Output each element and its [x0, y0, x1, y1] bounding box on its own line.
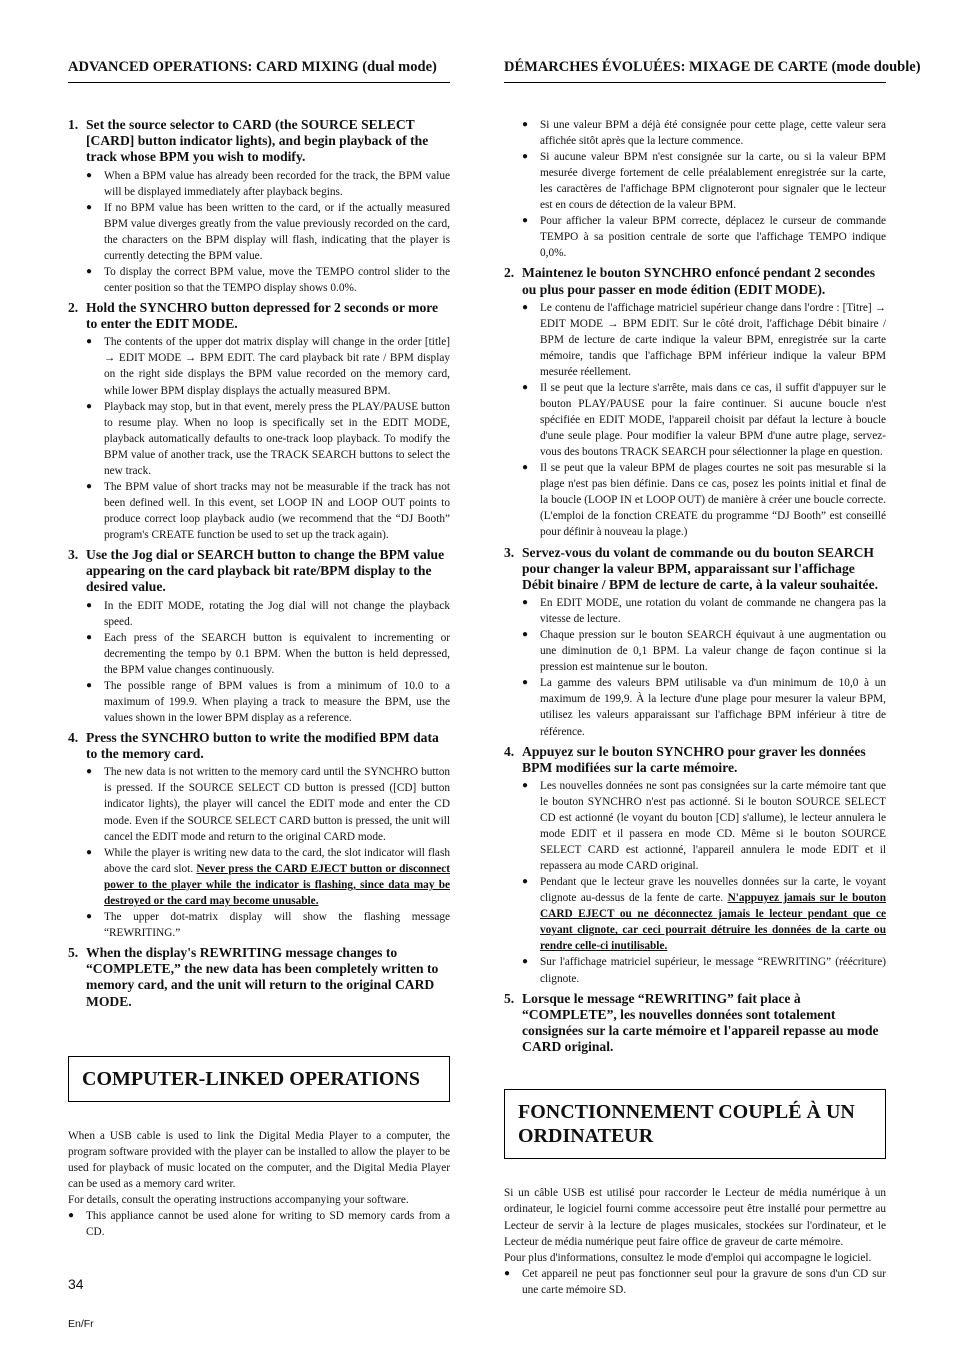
bullet-list: [522, 595, 886, 739]
step-title: Hold the SYNCHRO button depressed for 2 seconds or more to enter the EDIT MODE.: [86, 299, 439, 332]
step-number: 5.: [504, 990, 515, 1006]
bullet-item: ● La gamme des valeurs BPM utilisable va d'un minimum de 10,0 à un maximum de 199,9. À la lecture d'une plage pour mesurer la valeur BPM, utilisez les valeurs apparaissant sur l'affichage BPM inférieur à titre de référence.: [522, 675, 886, 739]
right-step-3: [504, 545, 886, 740]
bullet-list: [522, 300, 886, 541]
bullet-text: Pendant que le lecteur grave les nouvelles données sur la carte, le voyant clignote au-dessus de la fente de carte.: [540, 876, 886, 905]
bullet-list: [86, 168, 450, 296]
bullet-item: [86, 845, 450, 909]
step-title: Lorsque le message “REWRITING” fait place à “COMPLETE”, les nouvelles données sont totalement consignées sur la carte mémoire et l'appareil repasse au mode CARD original.: [522, 990, 879, 1055]
step-number: 5.: [68, 944, 79, 960]
section-title: FONCTIONNEMENT COUPLÉ À UN ORDINATEUR: [518, 1101, 855, 1148]
step-title: Servez-vous du volant de commande ou du bouton SEARCH pour changer la valeur BPM, apparaissant sur l'affichage Débit binaire / BPM de lecture de carte, à la valeur souhaitée.: [522, 544, 879, 592]
step-title: Press the SYNCHRO button to write the modified BPM data to the memory card.: [86, 729, 439, 762]
bullet-item: ● Si une valeur BPM a déjà été consignée pour cette plage, cette valeur sera affichée sitôt après que la lecture commence.: [522, 117, 886, 149]
step-number: 3.: [504, 544, 515, 560]
left-step-3: [68, 547, 450, 726]
left-step-5: [68, 945, 450, 1010]
bullet-item: ● This appliance cannot be used alone for writing to SD memory cards from a CD.: [68, 1208, 450, 1240]
bullet-item: ● The new data is not written to the memory card until the SYNCHRO button is pressed. If the SOURCE SELECT CD button is pressed ([CD] button indicator lights), the player will cancel the EDIT mode and enter the CD mode. Even if the SOURCE SELECT CARD button is pressed, the unit will cancel the EDIT mode and return to the original CARD mode.: [86, 764, 450, 844]
bullet-list: [86, 598, 450, 726]
bullet-item: ● The upper dot-matrix display will show the flashing message “REWRITING.”: [86, 909, 450, 941]
section-paragraph: For details, consult the operating instructions accompanying your software.: [68, 1194, 409, 1207]
warning-text: Never press the CARD EJECT button or disconnect power to the player while the indicator is flashing, since data may be destroyed or the card may become unusable.: [104, 862, 450, 907]
right-column-header: DÉMARCHES ÉVOLUÉES: MIXAGE DE CARTE (mode double): [504, 58, 886, 83]
section-paragraph: When a USB cable is used to link the Digital Media Player to a computer, the program software provided with the player can be installed to allow the player to be used for playback of music located on the computer, and the Digital Media Player can be used as a memory card writer.: [68, 1129, 450, 1190]
bullet-item: ● The possible range of BPM values is from a minimum of 10.0 to a maximum of 199.9. When playing a track to measure the BPM, use the values shown in the lower BPM display as a reference.: [86, 678, 450, 726]
step-title: Appuyez sur le bouton SYNCHRO pour graver les données BPM modifiées sur la carte mémoire.: [522, 743, 866, 775]
section-paragraph: Si un câble USB est utilisé pour raccorder le Lecteur de média numérique à un ordinateur, le logiciel fourni comme accessoire peut être installé pour permettre au Lecteur de servir à la lecture de plages musicales, stockées sur l'ordinateur, et le Lecteur de média numérique peut faire office de graveur de carte mémoire.: [504, 1187, 886, 1248]
right-column: [504, 58, 921, 1298]
bullet-item: ● The BPM value of short tracks may not be measurable if the track has not been defined well. In this event, set LOOP IN and LOOP OUT points to produce correct loop playback audio (we recommend that the “DJ Booth” program's CREATE function be used to set up the track again).: [86, 479, 450, 543]
section-box: [504, 1089, 886, 1159]
right-step-2: [504, 265, 886, 540]
bullet-list: [522, 117, 886, 261]
bullet-item: ● Chaque pression sur le bouton SEARCH équivaut à une augmentation ou une diminution de 0,1 BPM. La valeur change de façon continue si la pression est maintenue sur le bouton.: [522, 627, 886, 675]
left-step-4: [68, 730, 450, 941]
bullet-item: ● Les nouvelles données ne sont pas consignées sur la carte mémoire tant que le bouton SYNCHRO n'est pas actionné. Si le bouton SOURCE SELECT CD est actionné (le voyant du bouton [CD] s'allume), le lecteur annulera le mode EDIT et il passera en mode CD. Même si le bouton SOURCE SELECT CARD est actionné, l'appareil annulera le mode EDIT et il repassera au mode CARD original.: [522, 778, 886, 874]
step-number: 2.: [504, 265, 515, 281]
bullet-item: ● Il se peut que la lecture s'arrête, mais dans ce cas, il suffit d'appuyer sur le bouton PLAY/PAUSE pour la faire continuer. Si aucune boucle n'est spécifiée en EDIT MODE, l'appareil choisit par défaut la lecture à boucle d'une seule plage. Pour modifier la valeur BPM d'une autre plage, servez-vous des boutons TRACK SEARCH pour sélectionner la plage en question.: [522, 380, 886, 460]
bullet-item: ● To display the correct BPM value, move the TEMPO control slider to the center position so that the TEMPO display shows 0.0%.: [86, 264, 450, 296]
left-column: [68, 58, 450, 1240]
bullet-list: [68, 1208, 450, 1240]
bullet-list: [504, 1266, 886, 1298]
bullet-item: ● Each press of the SEARCH button is equivalent to incrementing or decrementing the tempo by 0.1 BPM. When the button is held depressed, the BPM value changes continuously.: [86, 630, 450, 678]
warning-text: N'appuyez jamais sur le bouton CARD EJECT ou ne déconnectez jamais le lecteur pendant que ce voyant clignote, car ceci pourrait détruire les données de la carte ou rendre celle-ci inutilisable.: [540, 892, 886, 953]
bullet-item: ● Playback may stop, but in that event, merely press the PLAY/PAUSE button to resume play. When no loop is specifically set in the EDIT MODE, playback automatically defaults to one-track loop playback. To modify the BPM value of another track, use the TRACK SEARCH buttons to select the new track.: [86, 399, 450, 479]
bullet-item: ● Pour afficher la valeur BPM correcte, déplacez le curseur de commande TEMPO à sa position centrale de sorte que l'affichage TEMPO indique 0,0%.: [522, 213, 886, 261]
step-title: When the display's REWRITING message changes to “COMPLETE,” the new data has been completely written to memory card, and the unit will return to the original CARD MODE.: [86, 944, 439, 1009]
bullet-item: ● In the EDIT MODE, rotating the Jog dial will not change the playback speed.: [86, 598, 450, 630]
bullet-item: ● Si aucune valeur BPM n'est consignée sur la carte, ou si la valeur BPM mesurée diverge fortement de celle préalablement enregistrée sur la carte, les caractères de l'affichage BPM clignoteront pour signaler que le lecteur est en cours de détection de la valeur BPM.: [522, 149, 886, 213]
bullet-list: [86, 764, 450, 941]
bullet-item: ● Il se peut que la valeur BPM de plages courtes ne soit pas mesurable si la plage n'est pas bien définie. Dans ce cas, posez les points initial et final de la boucle (LOOP IN et LOOP OUT) de manière à créer une boucle correcte. (L'emploi de la fonction CREATE du programme “DJ Booth” est conseillé pour définir à nouveau la plage.): [522, 460, 886, 540]
page-number: 34: [68, 1276, 84, 1292]
left-column-header: ADVANCED OPERATIONS: CARD MIXING (dual mode): [68, 58, 450, 83]
right-step-5: [504, 991, 886, 1056]
bullet-item: [522, 874, 886, 954]
section-title: COMPUTER-LINKED OPERATIONS: [82, 1067, 420, 1090]
left-step-1: [68, 117, 450, 296]
bullet-item: ● When a BPM value has already been recorded for the track, the BPM value will be displayed immediately after playback begins.: [86, 168, 450, 200]
left-step-2: [68, 300, 450, 543]
step-number: 4.: [504, 743, 515, 759]
section-paragraph: Pour plus d'informations, consultez le mode d'emploi qui accompagne le logiciel.: [504, 1251, 872, 1264]
bullet-item: ● If no BPM value has been written to the card, or if the actually measured BPM value diverges greatly from the value previously recorded on the card, the characters on the BPM display will flash, indicating that the player is currently detecting the BPM value.: [86, 200, 450, 264]
bullet-item: ● Sur l'affichage matriciel supérieur, le message “REWRITING” (réécriture) clignote.: [522, 954, 886, 986]
section-box: [68, 1056, 450, 1102]
bullet-item: ● Le contenu de l'affichage matriciel supérieur change dans l'ordre : [Titre] → EDIT MODE → BPM EDIT. Sur le côté droit, l'affichage Débit binaire / BPM de lecture de carte indique la valeur BPM, enregistrée sur la carte mémoire, tandis que l'affichage BPM inférieur indique la valeur BPM mesurée réellement.: [522, 300, 886, 380]
bullet-item: ● En EDIT MODE, une rotation du volant de commande ne changera pas la vitesse de lecture.: [522, 595, 886, 627]
bullet-list: [86, 334, 450, 543]
step-title: Maintenez le bouton SYNCHRO enfoncé pendant 2 secondes ou plus pour passer en mode édition (EDIT MODE).: [522, 265, 876, 297]
step-title: Use the Jog dial or SEARCH button to change the BPM value appearing on the card playback bit rate/BPM display to the desired value.: [86, 547, 445, 595]
bullet-list: [522, 778, 886, 987]
step-title: Set the source selector to CARD (the SOURCE SELECT [CARD] button indicator lights), and begin playback of the track whose BPM you wish to modify.: [86, 117, 429, 165]
bullet-item: ● The contents of the upper dot matrix display will change in the order [title] → EDIT MODE → BPM EDIT. The card playback bit rate / BPM display on the right side displays the BPM value recorded on the memory card, while lower BPM display displays the actually measured BPM.: [86, 334, 450, 398]
step-number: 3.: [68, 547, 79, 562]
language-tag: En/Fr: [68, 1318, 94, 1330]
step-number: 4.: [68, 729, 79, 745]
bullet-text: While the player is writing new data to the card, the slot indicator will flash above the card slot.: [104, 846, 450, 875]
step-number: 1.: [68, 117, 79, 132]
bullet-item: ● Cet appareil ne peut pas fonctionner seul pour la gravure de sons d'un CD sur une carte mémoire SD.: [504, 1266, 886, 1298]
right-step-4: [504, 744, 886, 987]
step-number: 2.: [68, 299, 79, 315]
